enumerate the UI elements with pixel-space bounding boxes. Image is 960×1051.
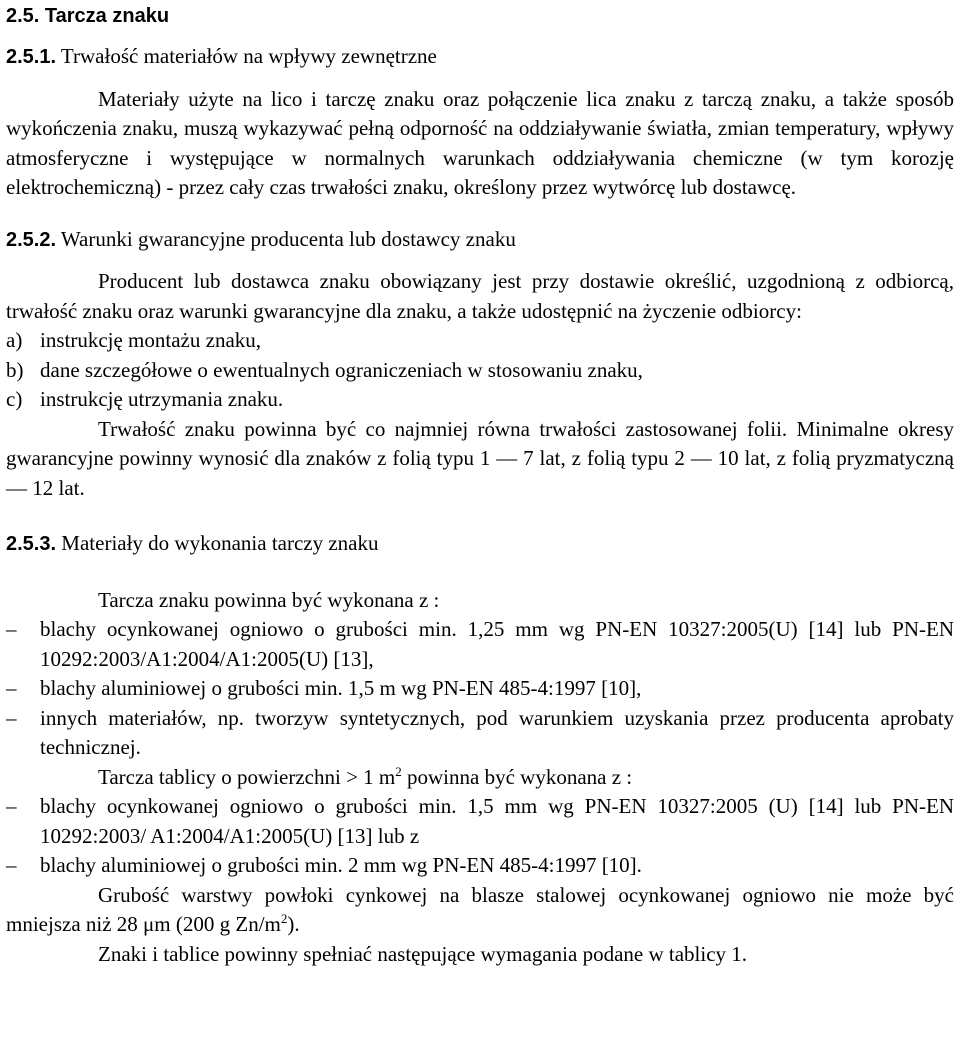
subsection-heading-2-5-3: [6, 529, 954, 560]
subsection-heading-2-5-2: [6, 225, 954, 256]
paragraph-warranty-periods: Trwałość znaku powinna być co najmniej równa trwałości zastosowanej folii. Minimalne okresy gwarancyjne powinny wynosić dla znaków z folią typu 1 — 7 lat, z folią typu 2 — 10 lat, z folią pryzmatyczną — 12 lat.: [6, 416, 954, 500]
list-item: [6, 851, 954, 881]
subsection-title: Materiały do wykonania tarczy znaku: [61, 531, 379, 555]
list-item-text: instrukcję montażu znaku,: [40, 328, 262, 352]
subsection-number: 2.5.3.: [6, 533, 57, 555]
subsection-heading-2-5-1: [6, 42, 954, 73]
paragraph-warranty: Producent lub dostawca znaku obowiązany jest przy dostawie określić, uzgodnioną z odbiorcą, trwałość znaku oraz warunki gwarancyjne dla znaku, a także udostępnić na życzenie odbiorcy:: [6, 269, 954, 323]
section-heading: 2.5. Tarcza znaku: [6, 5, 170, 27]
list-item: [6, 615, 954, 674]
list-item-text: dane szczegółowe o ewentualnych ograniczeniach w stosowaniu znaku,: [40, 357, 643, 382]
list-marker: a): [6, 328, 23, 352]
dash-marker: –: [6, 617, 17, 641]
list-item: [6, 385, 954, 415]
dash-marker: –: [6, 676, 17, 700]
paragraph-durability: Materiały użyte na lico i tarczę znaku oraz połączenie lica znaku z tarczą znaku, a także sposób wykończenia znaku, muszą wykazywać pełną odporność na oddziaływanie światła, zmian temperatury, wpływy atmosferyczne i występujące w normalnych warunkach oddziaływania chemiczne (w tym korozję elektrochemiczną) - przez cały czas trwałości znaku, określony przez wytwórcę lub dostawcę.: [6, 86, 954, 199]
paragraph-intro: Tarcza znaku powinna być wykonana z :: [98, 587, 440, 612]
subsection-number: 2.5.2.: [6, 228, 57, 251]
list-item-text: innych materiałów, np. tworzyw syntetycznych, pod warunkiem uzyskania przez producenta aprobaty technicznej.: [40, 705, 954, 759]
list-item: [6, 326, 954, 356]
zinc-text: Grubość warstwy powłoki cynkowej na blasze stalowej ocynkowanej ogniowo nie może być mniejsza niż 28 μm (200 g Zn/m: [6, 882, 954, 936]
list-item: [6, 674, 954, 704]
superscript: 2: [280, 911, 288, 926]
paragraph-zinc-coating: [6, 881, 954, 940]
list-marker: b): [6, 357, 24, 382]
list-marker: c): [6, 387, 23, 411]
list-item-text: blachy aluminiowej o grubości min. 2 mm wg PN-EN 485-4:1997 [10].: [40, 853, 642, 877]
subsection-title: Trwałość materiałów na wpływy zewnętrzne: [60, 44, 437, 68]
list-item: [6, 356, 954, 386]
superscript: 2: [395, 763, 402, 779]
list-item: [6, 704, 954, 763]
zinc-text-end: ).: [287, 912, 300, 936]
dash-marker: –: [6, 705, 17, 730]
dash-marker: –: [6, 853, 17, 877]
subsection-number: 2.5.1.: [6, 46, 57, 68]
list-item-text: blachy ocynkowanej ogniowo o grubości min. 1,25 mm wg PN-EN 10327:2005(U) [14] lub PN-EN 10292:2003/A1:2004/A1:2005(U) [13],: [40, 617, 954, 671]
subsection-title: Warunki gwarancyjne producenta lub dostawcy znaku: [60, 226, 516, 251]
dash-marker: –: [6, 794, 17, 818]
list-item-text: blachy ocynkowanej ogniowo o grubości min. 1,5 mm wg PN-EN 10327:2005 (U) [14] lub PN-EN 10292:2003/ A1:2004/A1:2005(U) [13] lub z: [40, 794, 954, 848]
list-item-text: instrukcję utrzymania znaku.: [40, 387, 284, 411]
list-item-text: blachy aluminiowej o grubości min. 1,5 m wg PN-EN 485-4:1997 [10],: [40, 676, 642, 700]
document-page: [0, 2, 960, 969]
intro2-text-end: powinna być wykonana z :: [401, 764, 633, 789]
paragraph-intro-large-sign: [6, 763, 954, 793]
list-item: [6, 792, 954, 851]
paragraph-closing: Znaki i tablice powinny spełniać następujące wymagania podane w tablicy 1.: [98, 941, 748, 966]
intro2-text: Tarcza tablicy o powierzchni > 1 m: [98, 764, 396, 789]
